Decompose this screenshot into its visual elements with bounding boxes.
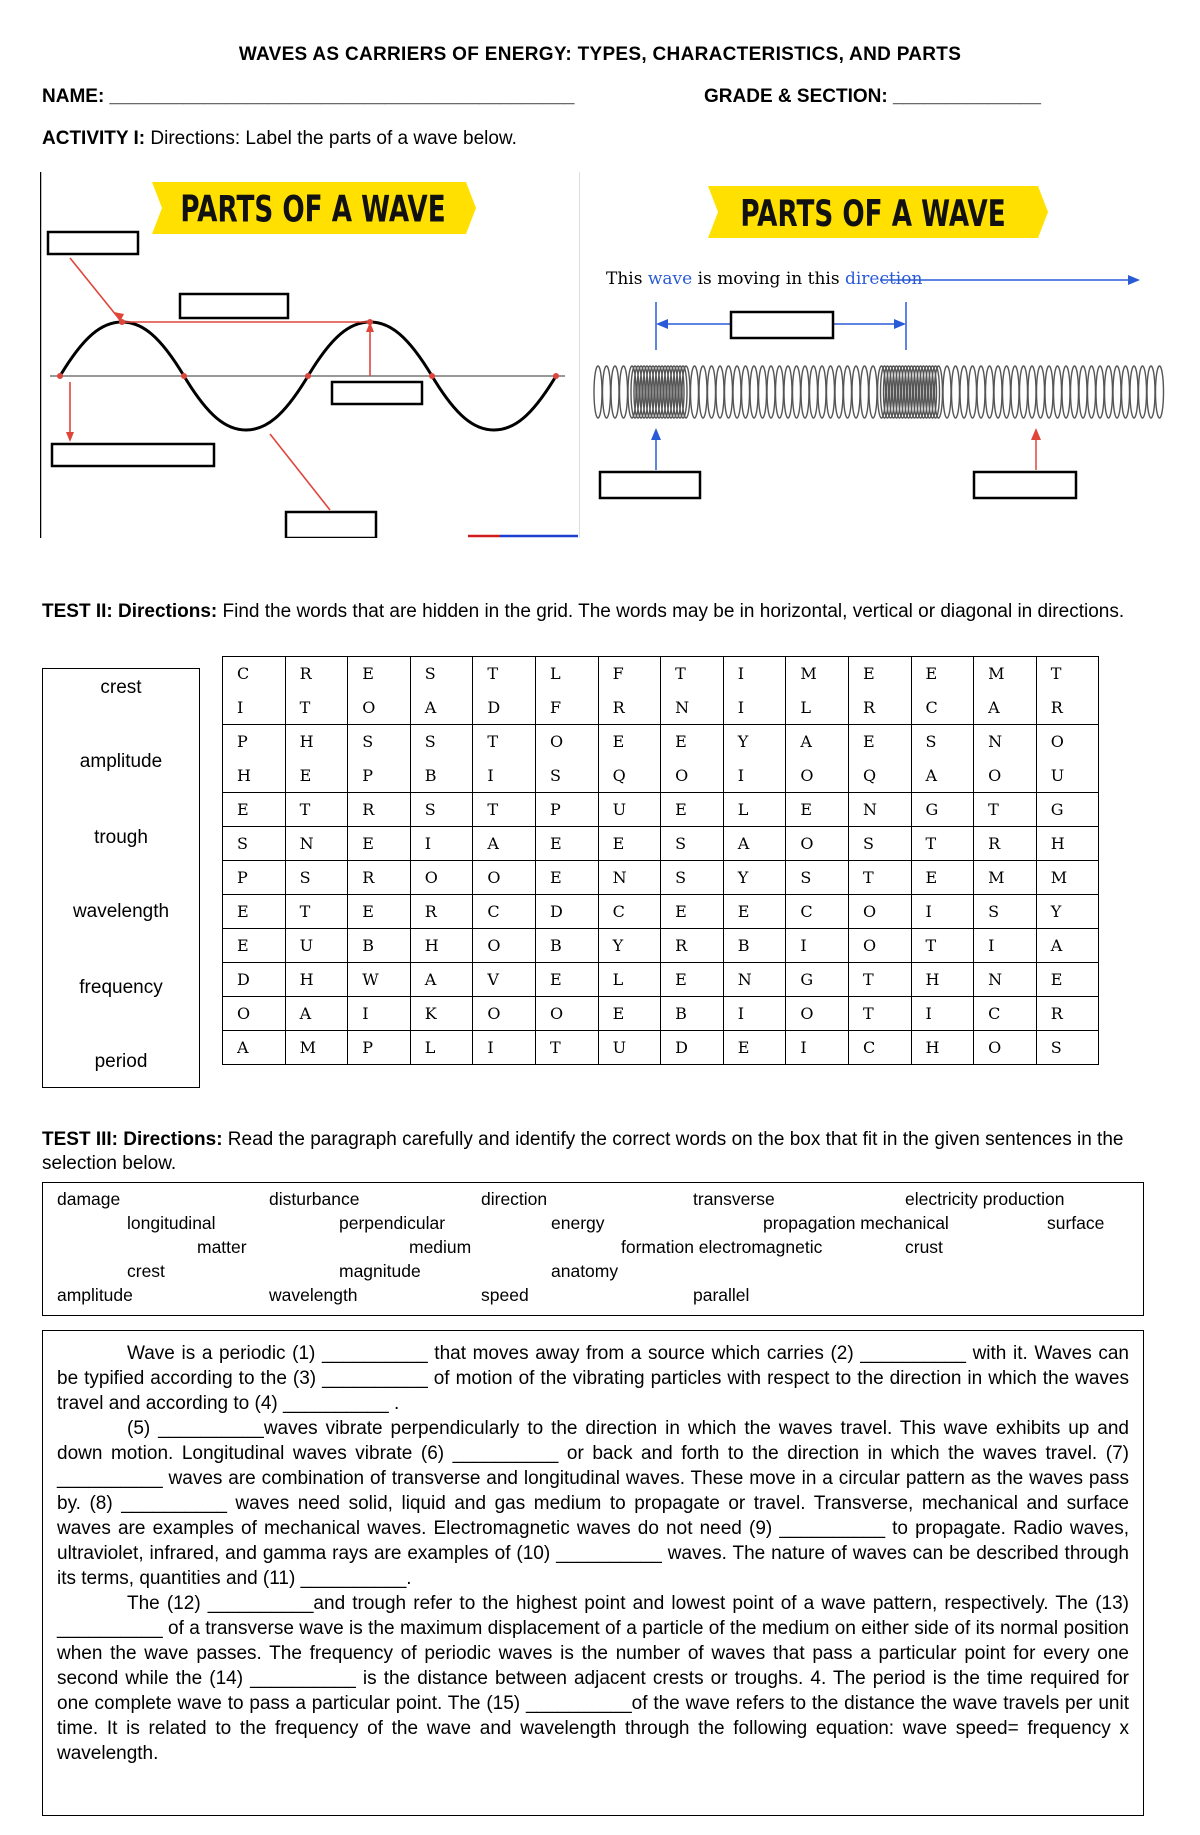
spring-coil — [1003, 366, 1011, 418]
grid-cell[interactable]: T — [285, 793, 348, 827]
grid-row — [223, 691, 1099, 725]
grid-cell[interactable]: U — [285, 929, 348, 963]
grid-cell[interactable]: T — [285, 895, 348, 929]
spring-coil — [611, 366, 619, 418]
grid-cell[interactable]: I — [911, 895, 974, 929]
grid-cell[interactable]: Y — [723, 861, 786, 895]
right-banner-title: PARTS OF A WAVE — [740, 191, 1006, 236]
grid-cell[interactable]: E — [598, 827, 661, 861]
grid-row — [223, 1031, 1099, 1065]
grid-row — [223, 793, 1099, 827]
grid-cell[interactable]: A — [723, 827, 786, 861]
grid-cell[interactable]: E — [848, 657, 911, 691]
grid-cell[interactable]: S — [410, 657, 473, 691]
spring-coil — [1011, 366, 1019, 418]
grid-cell[interactable]: O — [535, 725, 598, 759]
spring-coil — [869, 366, 877, 418]
grid-cell[interactable]: E — [911, 657, 974, 691]
test2-label: TEST II: Directions: — [42, 601, 218, 622]
spring-coil — [986, 366, 994, 418]
bank-word: transverse — [693, 1189, 775, 1209]
grid-cell[interactable]: E — [348, 895, 411, 929]
grid-cell[interactable]: C — [911, 691, 974, 725]
test2-heading — [42, 600, 1162, 624]
grid-cell[interactable]: L — [786, 691, 849, 725]
grid-cell[interactable]: S — [410, 725, 473, 759]
grid-cell[interactable]: E — [661, 793, 724, 827]
grid-cell[interactable]: E — [285, 759, 348, 793]
grid-cell[interactable]: E — [535, 827, 598, 861]
grid-cell[interactable]: E — [723, 1031, 786, 1065]
grid-cell[interactable]: G — [911, 793, 974, 827]
bank-word: matter — [197, 1237, 247, 1257]
grid-cell[interactable]: R — [410, 895, 473, 929]
grid-cell[interactable]: G — [786, 963, 849, 997]
grid-cell[interactable]: E — [723, 895, 786, 929]
grid-cell[interactable]: I — [473, 1031, 536, 1065]
grid-cell[interactable]: I — [786, 1031, 849, 1065]
activity1-directions: Directions: Label the parts of a wave below. — [145, 128, 517, 149]
spring-coil — [691, 366, 699, 418]
spring-coil — [1147, 366, 1155, 418]
grid-cell[interactable]: P — [223, 861, 286, 895]
spring-coil — [801, 366, 809, 418]
grid-cell[interactable]: I — [410, 827, 473, 861]
grid-cell[interactable]: I — [723, 657, 786, 691]
grid-cell[interactable]: C — [598, 895, 661, 929]
grid-cell[interactable]: D — [535, 895, 598, 929]
grid-cell[interactable]: T — [848, 963, 911, 997]
grid-cell[interactable]: R — [348, 793, 411, 827]
spring-coil — [1156, 366, 1164, 418]
test3-directions: Read the paragraph carefully and identify the correct words on the box that fit in the given sentences in the selection below. — [42, 1129, 1124, 1174]
grid-cell[interactable]: E — [598, 725, 661, 759]
grid-cell[interactable]: I — [786, 929, 849, 963]
word-trough: trough — [94, 827, 148, 848]
grid-cell[interactable]: E — [348, 657, 411, 691]
grid-cell[interactable]: Q — [848, 759, 911, 793]
grid-cell[interactable]: F — [598, 657, 661, 691]
grid-cell[interactable]: O — [473, 861, 536, 895]
grid-cell[interactable]: S — [223, 827, 286, 861]
grid-cell[interactable]: R — [848, 691, 911, 725]
grade-section-field[interactable]: GRADE & SECTION: ______________ — [704, 86, 1041, 107]
label-box-compression — [600, 472, 700, 498]
word-bank-box — [42, 1182, 1144, 1316]
grid-cell[interactable]: L — [410, 1031, 473, 1065]
grid-cell[interactable]: T — [911, 929, 974, 963]
grid-cell[interactable]: O — [848, 895, 911, 929]
test3-label: TEST III: Directions: — [42, 1129, 223, 1150]
spring-coil — [742, 366, 750, 418]
grid-cell[interactable]: H — [223, 759, 286, 793]
spring-coil — [1130, 366, 1138, 418]
grid-cell[interactable]: B — [661, 997, 724, 1031]
grid-cell[interactable]: V — [473, 963, 536, 997]
grid-cell[interactable]: I — [974, 929, 1037, 963]
test2-directions: Find the words that are hidden in the grid. The words may be in horizontal, vertical or diagonal in directions. — [217, 601, 1125, 622]
spring-coil — [725, 366, 733, 418]
name-field[interactable]: NAME: ____________________________________________ — [42, 86, 575, 107]
grid-cell[interactable]: O — [348, 691, 411, 725]
bank-word: speed — [481, 1285, 529, 1305]
grid-cell[interactable]: S — [661, 827, 724, 861]
grid-cell[interactable]: U — [1036, 759, 1099, 793]
grid-cell[interactable]: O — [473, 997, 536, 1031]
grid-cell[interactable]: S — [786, 861, 849, 895]
grid-cell[interactable]: E — [348, 827, 411, 861]
grid-cell[interactable]: A — [786, 725, 849, 759]
grid-cell[interactable]: P — [223, 725, 286, 759]
grid-cell[interactable]: O — [848, 929, 911, 963]
grid-cell[interactable]: O — [974, 1031, 1037, 1065]
bank-word: medium — [409, 1237, 472, 1257]
grid-cell[interactable]: H — [410, 929, 473, 963]
grid-cell[interactable]: E — [786, 793, 849, 827]
grid-cell[interactable]: B — [723, 929, 786, 963]
label-box-amplitude — [332, 382, 422, 404]
spring-coil — [1037, 366, 1045, 418]
grid-cell[interactable]: H — [285, 725, 348, 759]
grid-cell[interactable]: R — [1036, 691, 1099, 725]
grid-cell[interactable]: C — [848, 1031, 911, 1065]
grid-cell[interactable]: K — [410, 997, 473, 1031]
label-box-wavelength — [180, 294, 288, 318]
grid-cell[interactable]: U — [598, 1031, 661, 1065]
paragraph-1: Wave is a periodic (1) __________ that moves away from a source which carries (2) __________ with it. Waves can be typified according to the (3) __________ of motion of the vibrating particles with respect to the direction in which the waves travel and according to (4) __________ . — [57, 1343, 1129, 1414]
grid-cell[interactable]: H — [1036, 827, 1099, 861]
paragraph-3: The (12) __________and trough refer to the highest point and lowest point of a wave pattern, respectively. The (13) __________ of a transverse wave is the maximum displacement of a particle of the medium on either side of its normal position when the wave passes. The frequency of periodic waves is the number of waves that pass a particular point for every one second while the (14) __________ is the distance between adjacent crests or troughs. 4. The period is the time required for one complete wave to pass a particular point. The (15) __________of the wave refers to the distance the wave travels per unit time. It is related to the frequency of the wave and wavelength through the following equation: wave speed= frequency x wavelength. — [57, 1593, 1129, 1764]
grid-cell[interactable]: B — [535, 929, 598, 963]
spring-coil — [594, 366, 602, 418]
grid-cell[interactable]: E — [223, 895, 286, 929]
grid-cell[interactable]: I — [473, 759, 536, 793]
label-box-wavelength-longitudinal — [731, 312, 833, 338]
grid-cell[interactable]: S — [410, 793, 473, 827]
grid-cell[interactable]: P — [348, 759, 411, 793]
bank-word: crest — [127, 1261, 165, 1281]
grid-cell[interactable]: M — [974, 657, 1037, 691]
spring-coil — [776, 366, 784, 418]
spring-coil — [818, 366, 826, 418]
grid-cell[interactable]: A — [1036, 929, 1099, 963]
bank-word: damage — [57, 1189, 121, 1209]
spring-coil — [716, 366, 724, 418]
direction-caption: This wave is moving in this direction — [606, 269, 923, 289]
grid-cell[interactable]: E — [1036, 963, 1099, 997]
grid-cell[interactable]: S — [848, 827, 911, 861]
spring-coil — [960, 366, 968, 418]
word-frequency: frequency — [79, 977, 163, 998]
grid-cell[interactable]: C — [786, 895, 849, 929]
spring-coil — [1020, 366, 1028, 418]
spring-coil — [827, 366, 835, 418]
bank-word: disturbance — [269, 1189, 360, 1209]
bank-word: energy — [551, 1213, 605, 1233]
bank-word: perpendicular — [339, 1213, 446, 1233]
grid-cell[interactable]: U — [598, 793, 661, 827]
grid-cell[interactable]: P — [348, 1031, 411, 1065]
grid-row — [223, 997, 1099, 1031]
grid-cell[interactable]: H — [911, 1031, 974, 1065]
bank-word: anatomy — [551, 1261, 619, 1281]
spring-coil — [844, 366, 852, 418]
grid-row — [223, 827, 1099, 861]
spring-coil — [1079, 366, 1087, 418]
grid-cell[interactable]: E — [848, 725, 911, 759]
bank-word: direction — [481, 1189, 548, 1209]
spring-coil — [943, 366, 951, 418]
grid-cell[interactable]: P — [535, 793, 598, 827]
grid-cell[interactable]: D — [223, 963, 286, 997]
grid-cell[interactable]: D — [473, 691, 536, 725]
grid-cell[interactable]: E — [661, 895, 724, 929]
spring-coil — [708, 366, 716, 418]
grid-row — [223, 861, 1099, 895]
word-list-box — [42, 668, 200, 1088]
spring-coil — [1088, 366, 1096, 418]
left-banner-title: PARTS OF A WAVE — [180, 186, 446, 231]
paragraph-2: (5) __________waves vibrate perpendicularly to the direction in which the waves travel. This wave exhibits up and down motion. Longitudinal waves vibrate (6) __________ or back and forth to the direction in which the waves travel. (7) __________ waves are combination of transverse and longitudinal waves. These move in a circular pattern as the waves pass by. (8) __________ waves need solid, liquid and gas medium to propagate or travel. Transverse, mechanical and surface waves are examples of mechanical waves. Electromagnetic waves do not need (9) __________ to propagate. Radio waves, ultraviolet, infrared, and gamma rays are examples of (10) __________ waves. The nature of waves can be described through its terms, quantities and (11) __________. — [57, 1418, 1129, 1589]
bank-word: longitudinal — [127, 1213, 216, 1233]
grid-cell[interactable]: O — [661, 759, 724, 793]
grid-cell[interactable]: A — [410, 691, 473, 725]
grid-cell[interactable]: E — [223, 793, 286, 827]
spring-coil — [1054, 366, 1062, 418]
spring-coil — [1071, 366, 1079, 418]
grid-cell[interactable]: M — [285, 1031, 348, 1065]
grid-cell[interactable]: O — [535, 997, 598, 1031]
grid-cell[interactable]: O — [786, 759, 849, 793]
grid-row — [223, 725, 1099, 759]
grid-cell[interactable]: T — [535, 1031, 598, 1065]
grid-cell[interactable]: R — [661, 929, 724, 963]
bank-word: magnitude — [339, 1261, 421, 1281]
grid-cell[interactable]: S — [285, 861, 348, 895]
grid-cell[interactable]: S — [535, 759, 598, 793]
word-period: period — [94, 1051, 148, 1072]
grid-cell[interactable]: O — [223, 997, 286, 1031]
spring-coil — [1139, 366, 1147, 418]
spring-coil — [835, 366, 843, 418]
spring-coil — [952, 366, 960, 418]
page-title: WAVES AS CARRIERS OF ENERGY: TYPES, CHARACTERISTICS, AND PARTS — [238, 44, 962, 65]
grid-cell[interactable]: R — [598, 691, 661, 725]
grid-cell[interactable]: C — [974, 997, 1037, 1031]
spring-coil — [810, 366, 818, 418]
grid-cell[interactable]: Y — [1036, 895, 1099, 929]
grid-cell[interactable]: E — [661, 963, 724, 997]
grid-cell[interactable]: L — [598, 963, 661, 997]
grid-cell[interactable]: E — [911, 861, 974, 895]
grid-cell[interactable]: T — [661, 657, 724, 691]
grid-cell[interactable]: E — [661, 725, 724, 759]
spring-coil — [793, 366, 801, 418]
spring-coil — [1105, 366, 1113, 418]
label-box-rest-position — [52, 444, 214, 466]
grid-cell[interactable]: A — [285, 997, 348, 1031]
grid-cell[interactable]: S — [348, 725, 411, 759]
grid-cell[interactable]: N — [974, 963, 1037, 997]
grid-cell[interactable]: N — [661, 691, 724, 725]
grid-cell[interactable]: F — [535, 691, 598, 725]
grid-cell[interactable]: L — [723, 793, 786, 827]
grid-cell[interactable]: Q — [598, 759, 661, 793]
grid-cell[interactable]: A — [410, 963, 473, 997]
label-box-rarefaction — [974, 472, 1076, 498]
grid-cell[interactable]: N — [974, 725, 1037, 759]
grid-cell[interactable]: Y — [723, 725, 786, 759]
word-crest: crest — [100, 677, 142, 698]
grid-cell[interactable]: T — [473, 793, 536, 827]
grid-cell[interactable]: T — [1036, 657, 1099, 691]
grid-cell[interactable]: M — [974, 861, 1037, 895]
activity1-heading — [42, 128, 517, 150]
grid-cell[interactable]: R — [1036, 997, 1099, 1031]
activity1-label: ACTIVITY I: — [42, 128, 146, 149]
grid-cell[interactable]: B — [348, 929, 411, 963]
spring-coil — [969, 366, 977, 418]
grid-cell[interactable]: T — [848, 997, 911, 1031]
grid-row — [223, 929, 1099, 963]
grid-cell[interactable]: A — [473, 827, 536, 861]
grid-cell[interactable]: S — [974, 895, 1037, 929]
grid-cell[interactable]: R — [285, 657, 348, 691]
grid-cell[interactable]: A — [911, 759, 974, 793]
bank-word: surface — [1047, 1213, 1105, 1233]
grid-cell[interactable]: E — [535, 861, 598, 895]
name-row — [42, 86, 1162, 108]
bank-word: parallel — [693, 1285, 750, 1305]
grid-cell[interactable]: T — [473, 657, 536, 691]
grid-cell[interactable]: N — [598, 861, 661, 895]
spring-coil — [1122, 366, 1130, 418]
grid-cell[interactable]: M — [1036, 861, 1099, 895]
grid-cell[interactable]: M — [786, 657, 849, 691]
bank-word: crust — [905, 1237, 943, 1257]
grid-cell[interactable]: I — [348, 997, 411, 1031]
grid-cell[interactable]: N — [848, 793, 911, 827]
grid-cell[interactable]: N — [723, 963, 786, 997]
transverse-wave-diagram — [40, 172, 580, 538]
spring-coil — [852, 366, 860, 418]
grid-cell[interactable]: W — [348, 963, 411, 997]
grid-cell[interactable]: I — [223, 691, 286, 725]
grid-cell[interactable]: I — [723, 759, 786, 793]
bank-word: propagation mechanical — [763, 1213, 949, 1233]
label-box-trough — [286, 512, 376, 538]
longitudinal-wave-diagram — [590, 172, 1170, 538]
label-box-crest — [48, 232, 138, 254]
spring-coil — [977, 366, 985, 418]
grid-cell[interactable]: A — [974, 691, 1037, 725]
spring-coils — [594, 366, 1164, 418]
grid-cell[interactable]: R — [348, 861, 411, 895]
grid-cell[interactable]: E — [535, 963, 598, 997]
spring-coil — [603, 366, 611, 418]
grid-cell[interactable]: T — [974, 793, 1037, 827]
word-amplitude: amplitude — [79, 751, 163, 772]
grid-cell[interactable]: I — [911, 997, 974, 1031]
grid-cell[interactable]: C — [223, 657, 286, 691]
bank-word: formation electromagnetic — [621, 1237, 823, 1257]
grid-cell[interactable]: B — [410, 759, 473, 793]
spring-coil — [861, 366, 869, 418]
fill-in-paragraph — [42, 1330, 1144, 1816]
grid-cell[interactable]: R — [974, 827, 1037, 861]
grid-cell[interactable]: O — [410, 861, 473, 895]
grid-cell[interactable]: I — [723, 691, 786, 725]
grid-row — [223, 657, 1099, 691]
grid-cell[interactable]: H — [911, 963, 974, 997]
word-search-grid — [222, 656, 1099, 1065]
grid-cell[interactable]: S — [1036, 1031, 1099, 1065]
spring-coil — [1096, 366, 1104, 418]
grid-row — [223, 895, 1099, 929]
grid-cell[interactable]: O — [786, 827, 849, 861]
grid-cell[interactable]: T — [285, 691, 348, 725]
grid-cell[interactable]: I — [723, 997, 786, 1031]
grid-cell[interactable]: Y — [598, 929, 661, 963]
spring-coil — [733, 366, 741, 418]
grid-cell[interactable]: E — [598, 997, 661, 1031]
grid-cell[interactable]: O — [1036, 725, 1099, 759]
test3-heading — [42, 1128, 1162, 1176]
grid-cell[interactable]: C — [473, 895, 536, 929]
grid-cell[interactable]: O — [974, 759, 1037, 793]
spring-coil — [699, 366, 707, 418]
bank-word: electricity production — [905, 1189, 1065, 1209]
grid-cell[interactable]: T — [911, 827, 974, 861]
spring-coil — [784, 366, 792, 418]
spring-coil — [759, 366, 767, 418]
spring-coil — [767, 366, 775, 418]
grid-cell[interactable]: S — [661, 861, 724, 895]
spring-coil — [1028, 366, 1036, 418]
grid-row — [223, 759, 1099, 793]
spring-coil — [620, 366, 628, 418]
grid-cell[interactable]: T — [473, 725, 536, 759]
bank-word: amplitude — [57, 1285, 133, 1305]
grid-cell[interactable]: O — [786, 997, 849, 1031]
grid-cell[interactable]: L — [535, 657, 598, 691]
grid-cell[interactable]: S — [911, 725, 974, 759]
grid-cell[interactable]: H — [285, 963, 348, 997]
spring-coil — [1045, 366, 1053, 418]
grid-row — [223, 963, 1099, 997]
word-wavelength: wavelength — [72, 901, 170, 922]
grid-cell[interactable]: G — [1036, 793, 1099, 827]
grid-cell[interactable]: O — [473, 929, 536, 963]
grid-cell[interactable]: A — [223, 1031, 286, 1065]
grid-cell[interactable]: T — [848, 861, 911, 895]
spring-coil — [1113, 366, 1121, 418]
spring-coil — [750, 366, 758, 418]
spring-coil — [1062, 366, 1070, 418]
grid-cell[interactable]: N — [285, 827, 348, 861]
spring-coil — [994, 366, 1002, 418]
grid-cell[interactable]: E — [223, 929, 286, 963]
bank-word: wavelength — [269, 1285, 358, 1305]
grid-cell[interactable]: D — [661, 1031, 724, 1065]
